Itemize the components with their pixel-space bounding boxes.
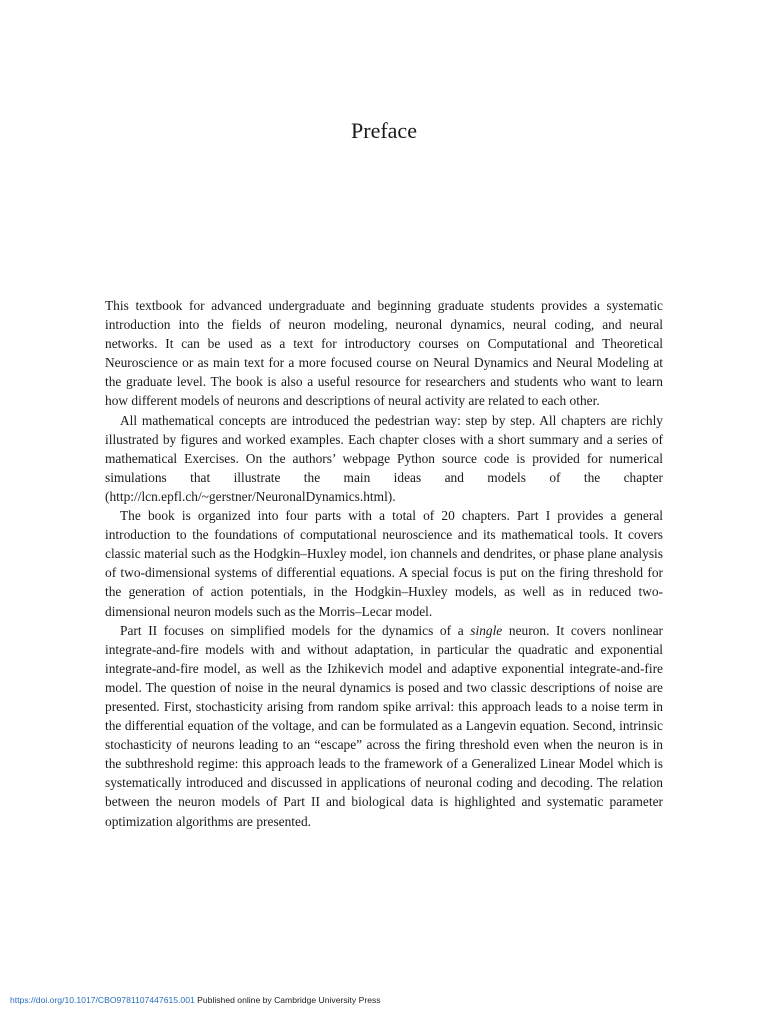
paragraph-intro: This textbook for advanced undergraduate and beginning graduate students provides a systematic introduction into the fields of neuron modeling, neuronal dynamics, neural coding, and neural networks. It can be used as a text for introductory courses on Computational and Theoretical Neuroscience or as main text for a more focused course on Neural Dynamics and Neural Modeling at the graduate level. The book is also a useful resource for researchers and students who want to learn how different models of neurons and descriptions of neural activity are related to each other. (105, 298, 663, 409)
publisher-note: Published online by Cambridge University Press (197, 995, 381, 1005)
paragraph-part-two-start: Part II focuses on simplified models for the dynamics of a (120, 622, 471, 638)
paragraph-concepts: All mathematical concepts are introduced the pedestrian way: step by step. All chapters are richly illustrated by figures and worked examples. Each chapter closes with a short summary and a series of mathematical Exercises. On the authors’ webpage Python source code is provided for numerical simulations that illustrate the main ideas and models of the chapter (http://lcn.epfl.ch/~gerstner/NeuronalDynamics.html). (105, 412, 663, 504)
page-title: Preface (351, 118, 417, 143)
paragraph-part-two-rest: neuron. It covers nonlinear integrate-and-fire models with and without adaptation, in particular the quadratic and exponential integrate-and-fire model, as well as the Izhikevich model and adaptive exponential integrate-and-fire model. The question of noise in the neural dynamics is posed and two classic descriptions of noise are presented. First, stochasticity arising from random spike arrival: this approach leads to a noise term in the differential equation of the voltage, and can be formulated as a Langevin equation. Second, intrinsic stochasticity of neurons leading to an “escape” across the firing threshold even when the neuron is in the subthreshold regime: this approach leads to the framework of a Generalized Linear Model which is systematically introduced and discussed in applications of neuronal coding and decoding. The relation between the neuron models of Part II and biological data is highlighted and systematic parameter optimization algorithms are presented. (105, 622, 663, 829)
paragraph-part-two (105, 621, 663, 831)
page-footer (10, 994, 381, 1006)
paragraph-organization: The book is organized into four parts with a total of 20 chapters. Part I provides a general introduction to the foundations of computational neuroscience and its mathematical tools. It covers classic material such as the Hodgkin–Huxley model, ion channels and dendrites, or phase plane analysis of two-dimensional systems of differential equations. A special focus is put on the firing threshold for the generation of action potentials, in the Hodgkin–Huxley models, as well as in reduced two-dimensional neuron models such as the Morris–Lecar model. (105, 508, 663, 619)
preface-body (105, 296, 663, 831)
emphasis-single: single (470, 622, 503, 638)
doi-link[interactable]: https://doi.org/10.1017/CBO9781107447615.001 (10, 995, 195, 1005)
